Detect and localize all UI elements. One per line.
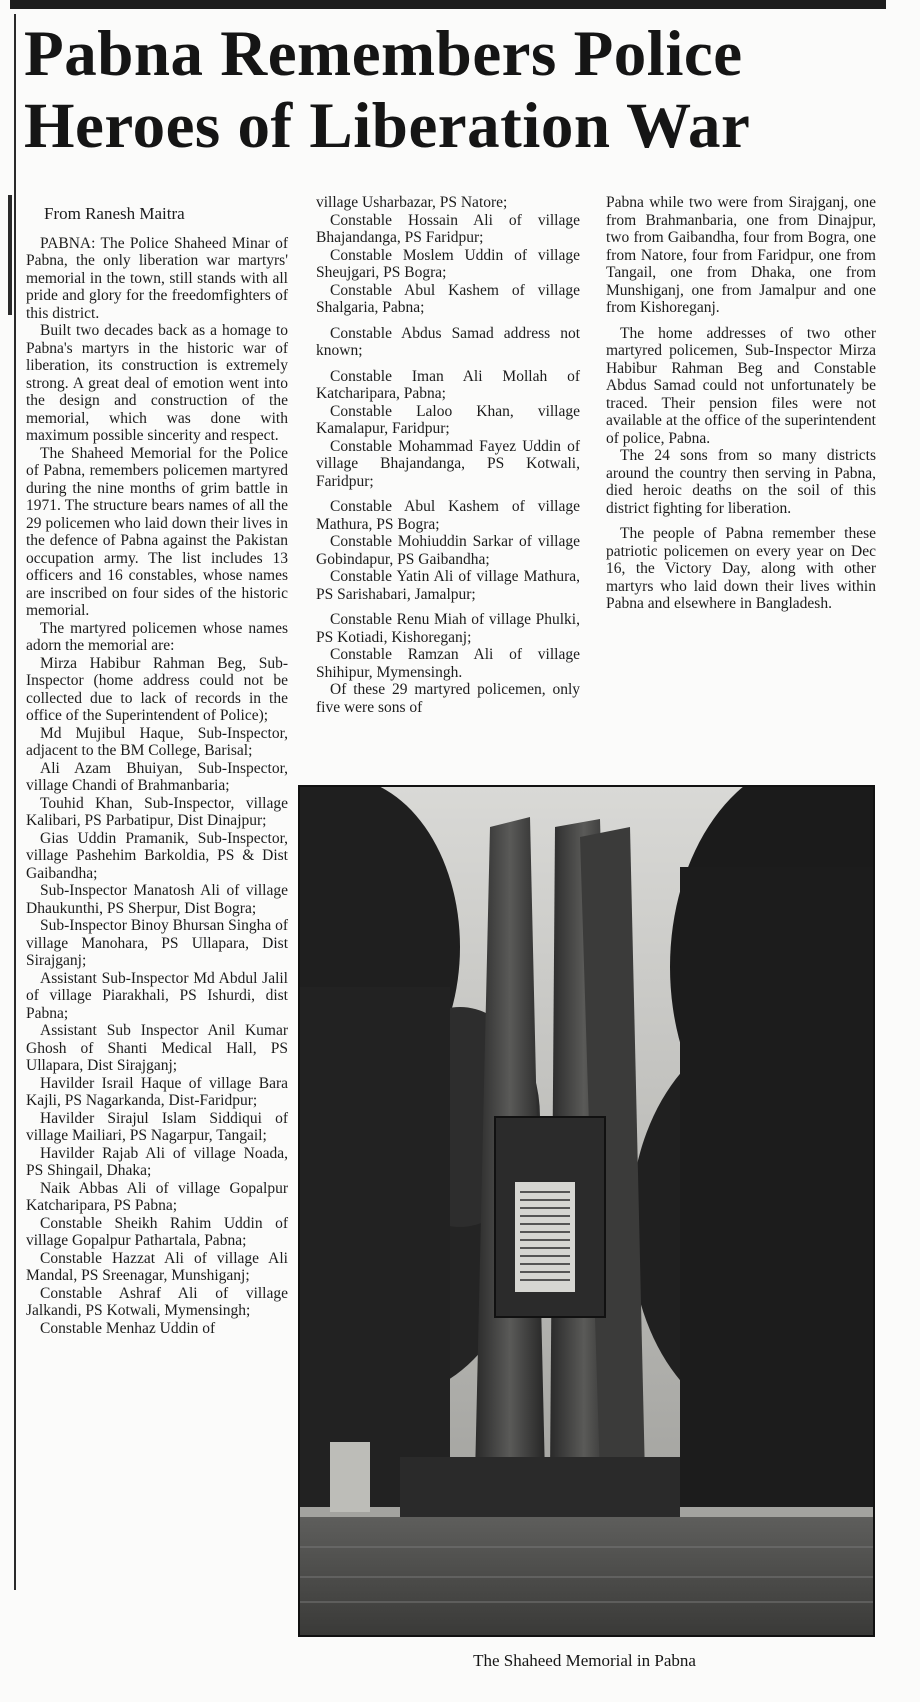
paragraph: The Shaheed Memorial for the Police of Pabna, remembers policemen martyred during the nine months of grim battle in 1971. The structure bears names of all the 29 policemen who laid down their lives in the defence of Pabna against the Pakistan occupation army. The list includes 13 officers and 16 constables, whose names are inscribed on four sides of the historic memorial. [26,444,288,619]
martyr-entry: Constable Hazzat Ali of village Ali Mandal, PS Sreenagar, Munshiganj; [26,1249,288,1284]
martyr-entry: Havilder Israil Haque of village Bara Kajli, PS Nagarkanda, Dist-Faridpur; [26,1074,288,1109]
martyr-entry: Naik Abbas Ali of village Gopalpur Katcharipara, PS Pabna; [26,1179,288,1214]
photo-caption: The Shaheed Memorial in Pabna [473,1651,696,1670]
martyr-entry: Constable Sheikh Rahim Uddin of village Gopalpur Pathartala, Pabna; [26,1214,288,1249]
martyr-entry: Gias Uddin Pramanik, Sub-Inspector, village Pashehim Barkoldia, PS & Dist Gaibandha; [26,829,288,882]
byline: From Ranesh Maitra [44,204,185,223]
martyr-entry: Ali Azam Bhuiyan, Sub-Inspector, village Chandi of Brahmanbaria; [26,759,288,794]
martyr-entry: Constable Mohammad Fayez Uddin of village Bhajandanga, PS Kotwali, Faridpur; [316,437,580,490]
martyr-entry: Touhid Khan, Sub-Inspector, village Kalibari, PS Parbatipur, Dist Dinajpur; [26,794,288,829]
martyr-entry: Constable Abul Kashem of village Shalgaria, Pabna; [316,281,580,316]
paragraph: The 24 sons from so many districts around the country then serving in Pabna, died heroic deaths on the soil of this district fighting for liberation. [606,447,876,517]
paragraph: Of these 29 martyred policemen, only five were sons of [316,681,580,716]
paragraph: The home addresses of two other martyred policemen, Sub-Inspector Mirza Habibur Rahman Beg and Constable Abdus Samad could not unfortunately be traced. Their pension files were not available at the office of the superintendent of police, Pabna. [606,324,876,447]
martyr-entry: Constable Menhaz Uddin of [40,1319,216,1337]
martyr-entry: village Usharbazar, PS Natore; [316,194,508,211]
martyr-entry: Assistant Sub-Inspector Md Abdul Jalil of village Piarakhali, PS Ishurdi, dist Pabna; [26,969,288,1022]
paragraph: The people of Pabna remember these patriotic policemen on every year on Dec 16, the Victory Day, along with other martyrs who laid down their lives within Pabna and elsewhere in Bangladesh. [606,525,876,612]
martyr-entry: Constable Abdus Samad address not known; [316,324,580,359]
martyr-entry: Assistant Sub Inspector Anil Kumar Ghosh of Shanti Medical Hall, PS Ullapara, Dist Sirajganj; [26,1022,288,1074]
paragraph: PABNA: The Police Shaheed Minar of Pabna, the only liberation war martyrs' memorial in the town, still stands with all pride and glory for the freedomfighters of this district. [26,234,288,322]
article-column-2 [316,194,580,716]
martyr-entry: Constable Yatin Ali of village Mathura, PS Sarishabari, Jamalpur; [316,568,580,603]
martyr-entry: Havilder Sirajul Islam Siddiqui of village Mailiari, PS Nagarpur, Tangail; [26,1109,288,1144]
martyr-entry: Constable Mohiuddin Sarkar of village Gobindapur, PS Gaibandha; [316,533,580,568]
martyr-entry: Sub-Inspector Manatosh Ali of village Dhaukunthi, PS Sherpur, Dist Bogra; [26,882,288,917]
paragraph: The martyred policemen whose names adorn the memorial are: [26,619,288,654]
left-margin-mark [8,195,12,315]
top-border-bar [10,0,886,9]
martyr-entry: Md Mujibul Haque, Sub-Inspector, adjacent to the BM College, Barisal; [26,724,288,759]
paragraph: Built two decades back as a homage to Pabna's martyrs in the historic war of liberation, its construction is extremely strong. A great deal of emotion went into the design and construction of the memorial, which was done with maximum possible sincerity and respect. [26,322,288,444]
article-column-1 [26,205,288,1337]
paragraph: Pabna while two were from Sirajganj, one from Brahmanbaria, one from Dinajpur, two from Gaibandha, four from Bogra, one from Natore, four from Faridpur, one from Tangail, one from Dhaka, one from Munshiganj, one from Jamalpur and one from Kishoreganj. [606,194,876,316]
martyr-entry: Constable Laloo Khan, village Kamalapur, Faridpur; [316,402,580,437]
martyr-entry: Constable Iman Ali Mollah of Katcharipara, Pabna; [316,367,580,402]
headline: Pabna Remembers Police Heroes of Liberation War [24,18,751,162]
martyr-entry: Constable Abul Kashem of village Mathura, PS Bogra; [316,498,580,533]
left-column-rule [14,14,16,1590]
martyr-entry: Havilder Rajab Ali of village Noada, PS Shingail, Dhaka; [26,1144,288,1179]
martyr-entry: Constable Ashraf Ali of village Jalkandi, PS Kotwali, Mymensingh; [26,1284,288,1319]
martyr-entry: Constable Hossain Ali of village Bhajandanga, PS Faridpur; [316,211,580,246]
martyr-entry: Constable Ramzan Ali of village Shihipur, Mymensingh. [316,646,580,681]
article-column-3 [606,194,876,613]
martyr-entry: Constable Renu Miah of village Phulki, PS Kotiadi, Kishoreganj; [316,611,580,646]
martyr-entry: Sub-Inspector Binoy Bhursan Singha of village Manohara, PS Ullapara, Dist Sirajganj; [26,917,288,969]
martyr-entry: Constable Moslem Uddin of village Sheujgari, PS Bogra; [316,246,580,281]
memorial-photo [298,785,875,1637]
martyr-entry: Mirza Habibur Rahman Beg, Sub-Inspector (home address could not be collected due to lack of records in the office of the Superintendent of Police); [26,654,288,724]
